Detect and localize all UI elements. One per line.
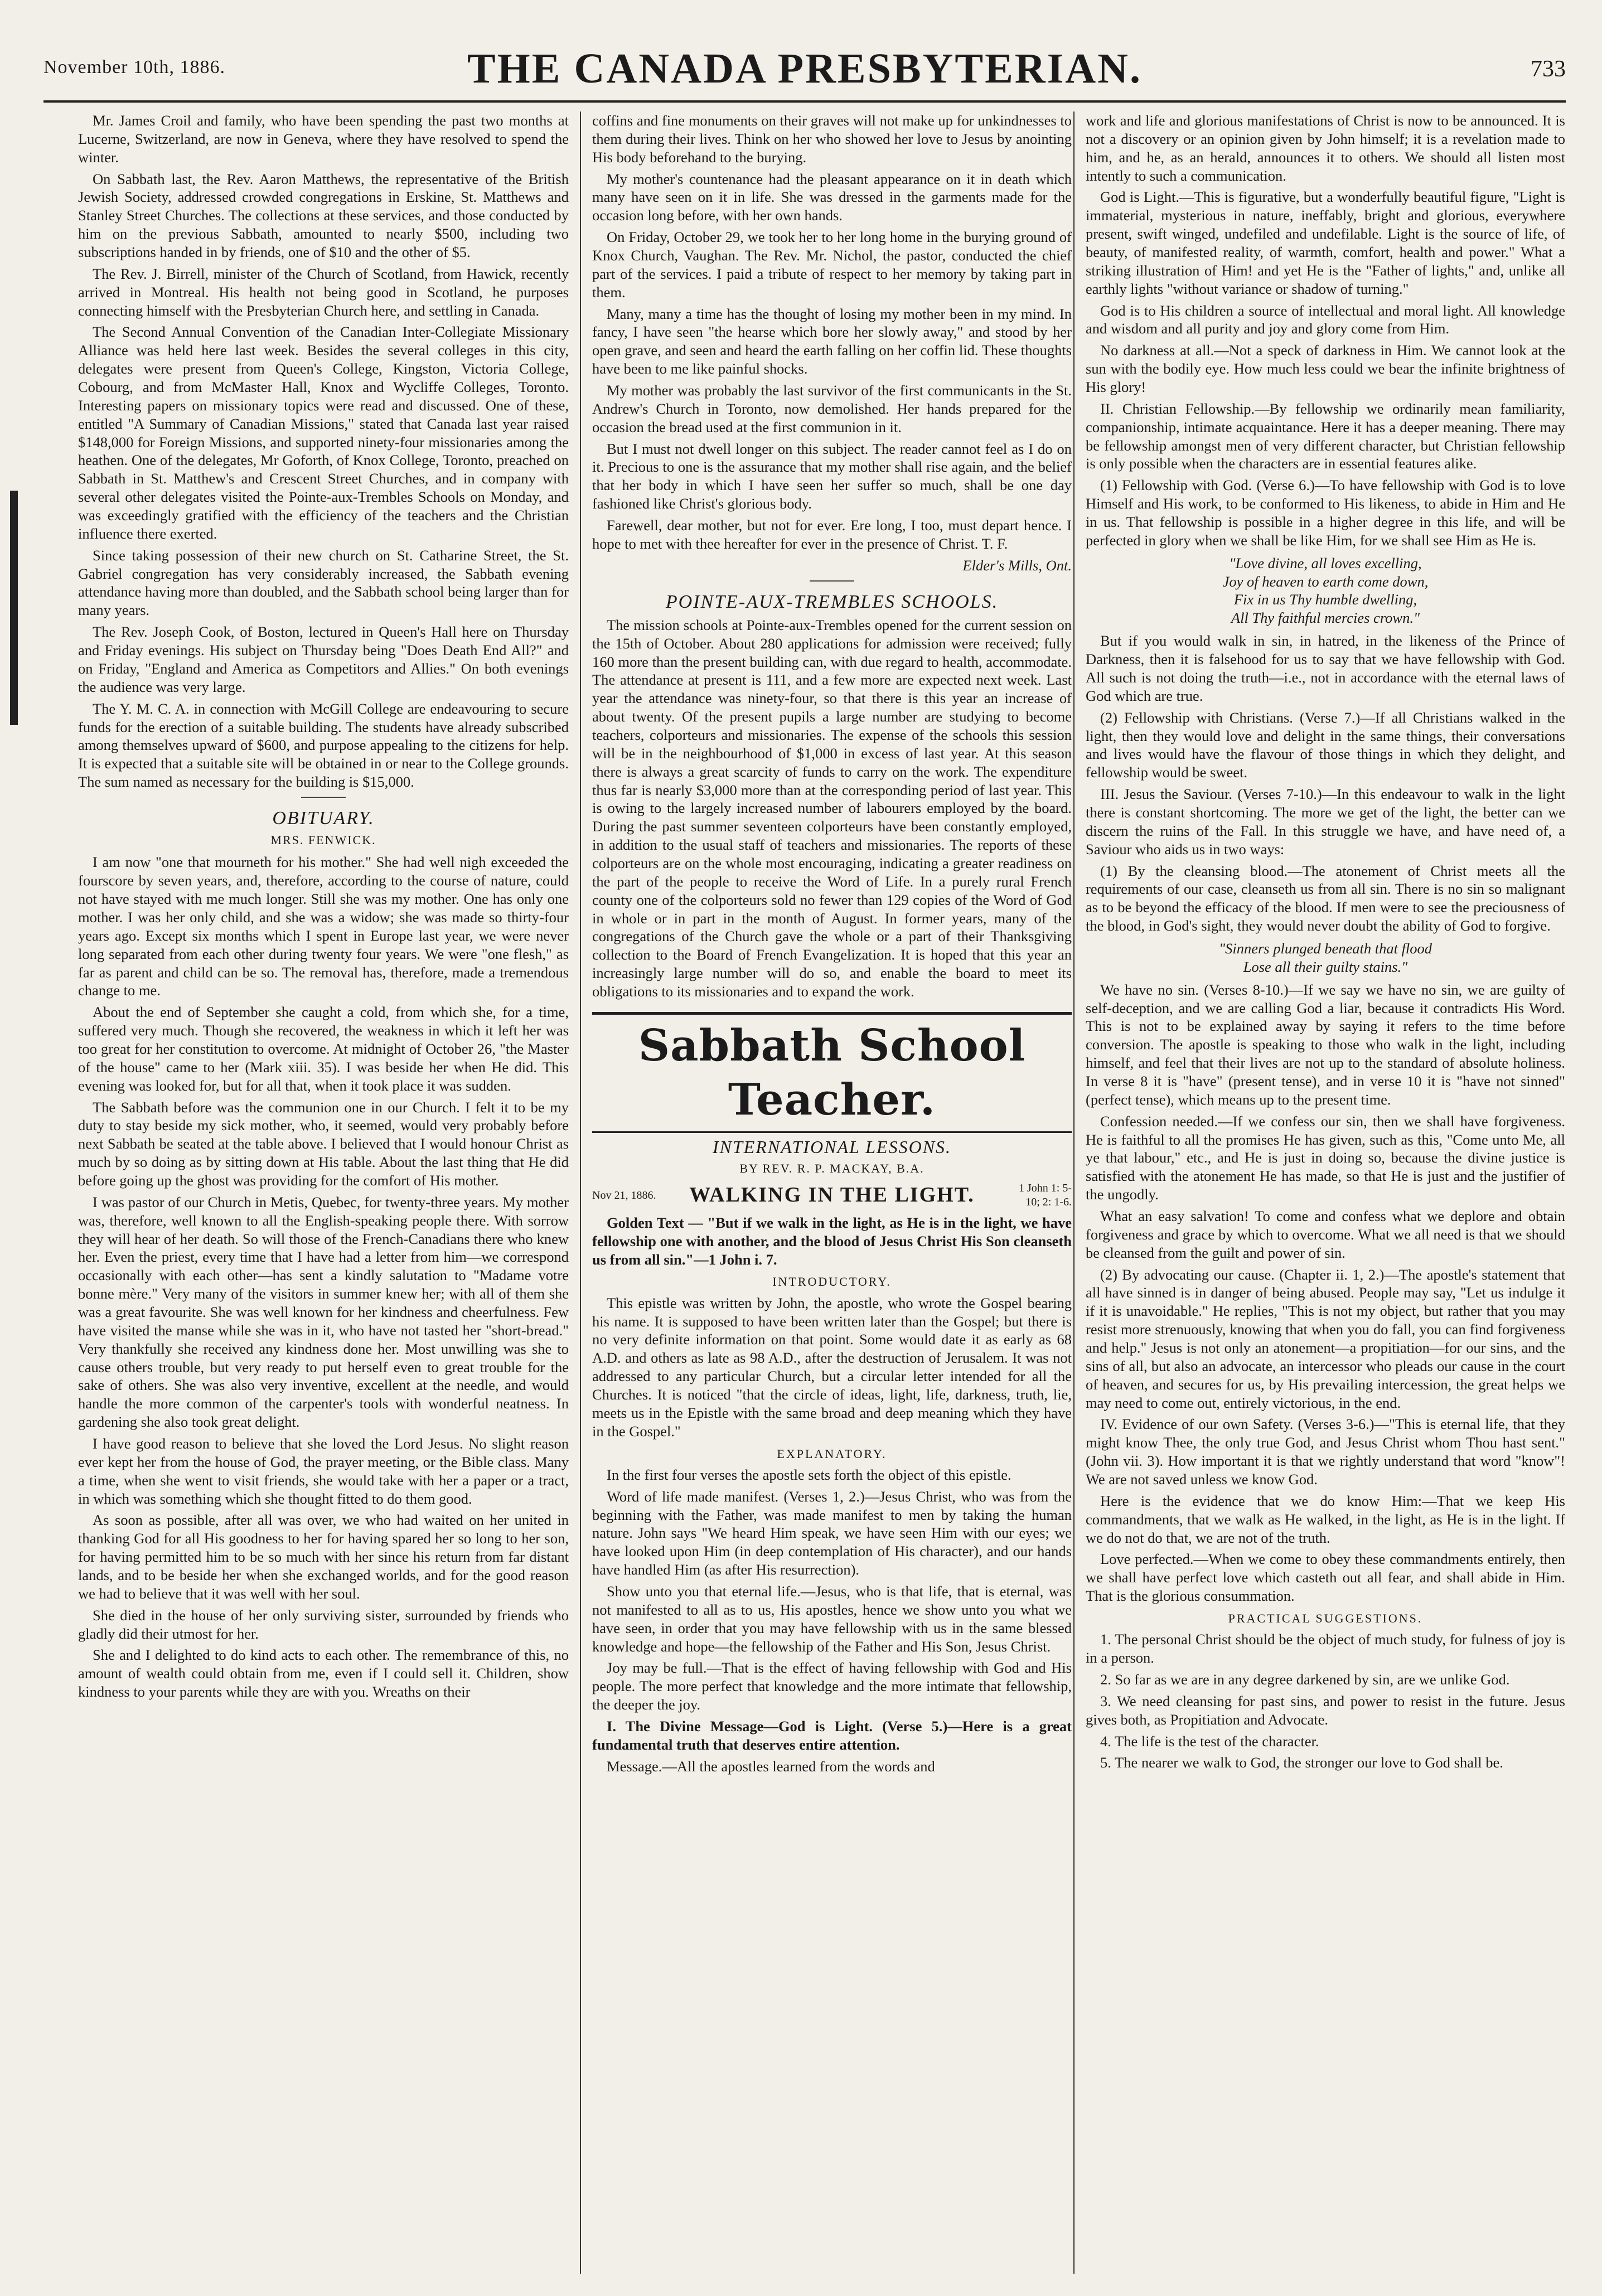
obituary-paragraph: Farewell, dear mother, but not for ever. Ere long, I too, must depart hence. I hope to met with thee hereafter for ever in the presence of Christ. T. F. bbox=[592, 517, 1072, 552]
lesson-reference: 1 John 1: 5-10; 2: 1-6. bbox=[1019, 1182, 1072, 1208]
suggestion-item: 1. The personal Christ should be the object of much study, for fulness of joy is in a person. bbox=[1086, 1631, 1565, 1667]
divider bbox=[301, 797, 346, 798]
explanatory-paragraph: Show unto you that eternal life.—Jesus, who is that life, that is eternal, was not manifested to all as to us, His apostles, hence we show unto you what we have seen, in order that you may have fellowship with us in the same blessed knowledge and hope—the fellowship of the Father and His Son, Jesus Christ. bbox=[592, 1582, 1072, 1655]
news-item: The Rev. Joseph Cook, of Boston, lectured in Queen's Hall here on Thursday and Friday evenings. His subject on Thursday being "Does Death End All?" and on Friday, "England and America as Competitors and Allies." On both evenings the audience was very large. bbox=[78, 623, 569, 695]
lesson-paragraph: Here is the evidence that we do know Him:—That we keep His commandments, that we walk as He walked, in the light, as He is in the light. If we do not do that, we are not of the truth. bbox=[1086, 1492, 1565, 1546]
explanatory-heading: EXPLANATORY. bbox=[777, 1446, 887, 1461]
schools-heading: POINTE-AUX-TREMBLES SCHOOLS. bbox=[665, 591, 999, 612]
obituary-paragraph: The Sabbath before was the communion one in our Church. I felt it to be my duty to stay beside my sick mother, who, it seemed, would very probably before next Sabbath be seated at the table above. I believed that I would honour Christ as much by so doing as by sitting down at His table. About the last thing that He did before going up the ghost was providing for the comfort of His mother. bbox=[78, 1098, 569, 1189]
obituary-paragraph: About the end of September she caught a cold, from which she, for a time, suffered very much. Though she recovered, the weakness in which it left her was too great for her constitution to overcome. At midnight of October 26, "the Master of the house" came to her (Mark xiii. 35). I was beside her when He did. This evening was looked for, but for all that, when it took place it was sudden. bbox=[78, 1004, 569, 1094]
suggestion-item: 5. The nearer we walk to God, the stronger our love to God shall be. bbox=[1100, 1754, 1503, 1771]
obituary-paragraph: I am now "one that mourneth for his mother." She had well nigh exceeded the fourscore by seven years, and, therefore, according to the course of nature, could not have stayed with me much longer. Still she was my mother. One has only one mother. I was her only child, and she was a widow; she was made so thirty-four years ago. Except six months which I spent in Europe last year, we were never long separated from each other during twenty four years. We were "one flesh," as far as parent and child can be so. The removal has, therefore, made a tremendous change to me. bbox=[78, 854, 569, 999]
lesson-paragraph: We have no sin. (Verses 8-10.)—If we say we have no sin, we are guilty of self-deception, and we are calling God a liar, because it contradicts His Word. This is not to be explained away by saying it refers to the time before conversion. The apostle is speaking to those who walk in the light, including himself, and feel that their lives are not up to the standard of absolute holiness. In verse 8 it is "have" (present tense), and in verse 10 it is "have not sinned" (perfect tense), which means up to the present time. bbox=[1086, 981, 1565, 1108]
lesson-paragraph: II. Christian Fellowship.—By fellowship we ordinarily mean familiarity, companionship, intimate acquaintance. Here it has a deeper meaning. There may be fellowship amongst men of very different character, but Christian fellowship is only possible when the characters are in essential features alike. bbox=[1086, 400, 1565, 472]
byline: BY REV. R. P. MACKAY, B.A. bbox=[739, 1161, 925, 1175]
newspaper-title: THE CANADA PRESBYTERIAN. bbox=[467, 45, 1143, 92]
masthead bbox=[43, 33, 1566, 103]
hymn-verse bbox=[1086, 554, 1565, 627]
column-1 bbox=[78, 112, 569, 2274]
obituary-paragraph: I was pastor of our Church in Metis, Quebec, for twenty-three years. My mother was, therefore, well known to all the English-speaking people there. With sorrow they will hear of her death. So will those of the French-Canadians there who knew her. Even the priest, every time that I have had a letter from him—we correspond occasionally with each other—has sent a kindly salutation to "Madame votre bonne mère." Very many of the visitors in summer knew her; with all of them she was a great favourite. She was well known for her kindness and cheerfulness. Few have visited the manse while she was in it, who have not tasted her "short-bread." Very thankfully she received any kindness done her. Most unwilling was she to cause others trouble, but very ready to put herself even to great trouble for the sake of others. She was also very inventive, excellent at the needle, and would handle the more common of the carpenter's tools with wonderful neatness. In gardening she also took great delight. bbox=[78, 1193, 569, 1431]
lesson-paragraph: (2) By advocating our cause. (Chapter ii. 1, 2.)—The apostle's statement that all have sinned is in danger of being abused. People may say, "Let us indulge it if it is unavoidable." He replies, "This is not my object, but rather that you may resist more strenuously, knowing that when you do fall, you can find forgiveness and help." Jesus is not only an atonement—a propitiation—for our sins, and the sins of all, but also an advocate, an intercessor who pleads our cause in the court of heaven, and secures for us, by His prevailing intercession, the great helps we may need to come out, entirely victorious, in the end. bbox=[1086, 1266, 1565, 1411]
margin-mark bbox=[10, 491, 18, 725]
obituary-paragraph: My mother's countenance had the pleasant appearance on it in death which many have seen on it in life. She was dressed in the garments made for the occasion long before, with her own hands. bbox=[592, 170, 1072, 224]
news-item: The Rev. J. Birrell, minister of the Church of Scotland, from Hawick, recently arrived in Montreal. His health not being good in Scotland, he purposes connecting himself with the Presbyterian Church here, and settling in Canada. bbox=[78, 265, 569, 319]
lesson-paragraph: God is Light.—This is figurative, but a wonderfully beautiful figure, "Light is immaterial, mysterious in nature, ineffably, bright and glorious, everywhere present, swift winged, undefiled and undefilable. Light is the source of life, of beauty, of manifested reality, of warmth, comfort, health and power." What a striking illustration of Him! and yet He is the "Father of lights," and, unlike all earthly lights "without variance or shadow of turning." bbox=[1086, 188, 1565, 297]
hymn-line: "Love divine, all loves excelling, bbox=[1229, 554, 1422, 571]
obituary-paragraph: She and I delighted to do kind acts to each other. The remembrance of this, no amount of wealth could obtain from me, even if I could sell it. Children, show kindness to your parents while they are with you. Wreaths on their bbox=[78, 1646, 569, 1701]
lesson-paragraph: III. Jesus the Saviour. (Verses 7-10.)—In this endeavour to walk in the light there is constant shortcoming. The more we get of the light, the better can we discern the ruins of the Fall. In this struggle we have, and have need of, a Saviour who aids us in two ways: bbox=[1086, 786, 1565, 858]
news-item: Since taking possession of their new church on St. Catharine Street, the St. Gabriel congregation has very considerably increased, the Sabbath evening attendance having more than doubled, and the Sabbath school being larger than for many years. bbox=[78, 546, 569, 619]
news-item: On Sabbath last, the Rev. Aaron Matthews, the representative of the British Jewish Society, addressed crowded congregations in Erskine, St. Matthews and Stanley Street Churches. The collections at these services, and those conducted by him on the previous Sabbath, amounted to nearly $500, including two subscriptions handed in by friends, one of $10 and the other of $5. bbox=[78, 170, 569, 261]
suggestion-item: 2. So far as we are in any degree darkened by sin, are we unlike God. bbox=[1100, 1671, 1510, 1688]
lesson-date: Nov 21, 1886. bbox=[592, 1189, 656, 1202]
obituary-paragraph: My mother was probably the last survivor of the first communicants in the St. Andrew's Church in Toronto, now demolished. Her hands prepared for the occasion the bread used at the first communion in it. bbox=[592, 382, 1072, 435]
obituary-paragraph: I have good reason to believe that she loved the Lord Jesus. No slight reason ever kept her from the house of God, the prayer meeting, or the Bible class. Many a time, when she went to visit friends, she would take with her a paper or a tract, in which was something which she thought fitted to do them good. bbox=[78, 1435, 569, 1507]
explanatory-paragraph: I. The Divine Message—God is Light. (Verse 5.)—Here is a great fundamental truth that deserves entire attention. bbox=[592, 1717, 1072, 1753]
issue-date: November 10th, 1886. bbox=[43, 57, 225, 77]
obituary-paragraph: But I must not dwell longer on this subject. The reader cannot feel as I do on it. Precious to one is the assurance that my mother shall rise again, and the belief that her body in which I have seen her suffer so much, shall be one day fashioned like Christ's glorious body. bbox=[592, 440, 1072, 512]
hymn-line: Lose all their guilty stains." bbox=[1243, 958, 1408, 975]
international-lessons-heading: INTERNATIONAL LESSONS. bbox=[712, 1137, 952, 1157]
lesson-paragraph: Love perfected.—When we come to obey these commandments entirely, then we shall have perfect love which casteth out all fear, and shall abide in Him. That is the glorious consummation. bbox=[1086, 1551, 1565, 1605]
column-3 bbox=[1073, 112, 1565, 2274]
page-number: 733 bbox=[1531, 56, 1566, 82]
explanatory-paragraph: Message.—All the apostles learned from the words and bbox=[607, 1757, 935, 1775]
hymn-line: Joy of heaven to earth come down, bbox=[1222, 573, 1429, 590]
divider bbox=[810, 580, 854, 582]
lesson-paragraph: work and life and glorious manifestations of Christ is now to be announced. It is not a discovery or an opinion given by John himself; it is a revelation made to him, and he, as an herald, announces it to others. We should all listen most intently to such a communication. bbox=[1086, 112, 1565, 184]
lesson-paragraph: What an easy salvation! To come and confess what we deplore and obtain forgiveness and grace by which to overcome. What we all need is that we should be cleansed from the guilt and power of sin. bbox=[1086, 1207, 1565, 1261]
explanatory-paragraph: Joy may be full.—That is the effect of having fellowship with God and His people. The more perfect that knowledge and the more intimate that fellowship, the deeper the joy. bbox=[592, 1659, 1072, 1713]
suggestion-item: 3. We need cleansing for past sins, and power to resist in the future. Jesus gives both, as Propitiation and Advocate. bbox=[1086, 1692, 1565, 1728]
obituary-paragraph: As soon as possible, after all was over, we who had waited on her united in thanking God for all His goodness to her for having spared her so long to her son, for having permitted him to be so much with her since his return from far distant lands, and to be beside her when she exchanged worlds, and for the good reason we had to believe that it was well with her soul. bbox=[78, 1512, 569, 1602]
lesson-paragraph: IV. Evidence of our own Safety. (Verses 3-6.)—"This is eternal life, that they might know Thee, the only true God, and Jesus Christ whom Thou hast sent." (John vii. 3). How important it is that we rightly understand that word "know"! We are not saved unless we know God. bbox=[1086, 1416, 1565, 1488]
explanatory-paragraph: Word of life made manifest. (Verses 1, 2.)—Jesus Christ, who was from the beginning with the Father, was made manifest to men by taking the human nature. John says "We heard Him speak, we have seen Him with our eyes; we have looked upon Him (in deep contemplation of His character), and our hands have handled Him (as after His resurrection). bbox=[592, 1488, 1072, 1578]
obituary-heading: OBITUARY. bbox=[272, 807, 375, 829]
lesson-paragraph: (1) Fellowship with God. (Verse 6.)—To have fellowship with God is to love Himself and His work, to be conformed to His likeness, to abide in Him and He in us. That fellowship is possible in a higher degree in this life, and will be perfected in glory when we shall be like Him, for we shall see Him as He is. bbox=[1086, 477, 1565, 549]
hymn-line: "Sinners plunged beneath that flood bbox=[1218, 939, 1432, 957]
signature-place: Elder's Mills, Ont. bbox=[962, 556, 1072, 574]
lesson-paragraph: No darkness at all.—Not a speck of darkness in Him. We cannot look at the sun with the bodily eye. How much less could we bear the infinite brightness of His glory! bbox=[1086, 342, 1565, 396]
sabbath-school-teacher-heading: Sabbath School Teacher. bbox=[592, 1012, 1072, 1133]
lesson-paragraph: (2) Fellowship with Christians. (Verse 7.)—If all Christians walked in the light, then they would love and delight in the same things, their conversations and lives would have the flavour of those things in which they delight, and fellowship would be sweet. bbox=[1086, 709, 1565, 781]
suggestion-item: 4. The life is the test of the character. bbox=[1100, 1732, 1319, 1750]
obituary-paragraph: coffins and fine monuments on their graves will not make up for unkindnesses to them during their lives. Think on her who showed her love to Jesus by anointing His body beforehand to the burying. bbox=[592, 112, 1072, 166]
lesson-paragraph: God is to His children a source of intellectual and moral light. All knowledge and wisdom and all purity and joy and glory come from Him. bbox=[1086, 302, 1565, 337]
schools-paragraph: The mission schools at Pointe-aux-Trembles opened for the current session on the 15th of October. About 280 applications for admission were received; fully 160 more than the present building can, with due regard to health, accommodate. The attendance at present is 111, and a few more are expected next week. Last year the attendance was ninety-four, so that there is this year an increase of about twenty. Of the present pupils a large number are studying to become teachers, colporteurs and missionaries. The expense of the schools this session will be in the neighbourhood of $1,000 in excess of last year. At this season there is always a great scarcity of funds to carry on the work. The expenditure thus far is nearly $3,000 more than at the corresponding period of last year. This is owing to the largely increased number of labourers employed by the board. During the past summer seventeen colporteurs have been constantly employed, in addition to the usual staff of teachers and missionaries. The reports of these colporteurs are on the whole most encouraging, indicating a greater readiness on the part of the people to receive the Word of Life. In a purely rural French county one of the colporteurs sold no fewer than 129 copies of the Word of God in whole or in part in the month of August. In former years, many of the congregations of the Church gave the whole or a part of their Thanksgiving collection to the Board of French Evangelization. It is hoped that this year an increasingly large number will do so, and enable the board to meet its obligations to its missionaries and to expand the work. bbox=[592, 616, 1072, 1000]
practical-suggestions-heading: PRACTICAL SUGGESTIONS. bbox=[1228, 1611, 1423, 1626]
obituary-paragraph: Many, many a time has the thought of losing my mother been in my mind. In fancy, I have seen "the hearse which bore her slowly away," and stood by her open grave, and seen and heard the earth falling on her coffin lid. These thoughts have been to me like painful shocks. bbox=[592, 305, 1072, 377]
hymn-line: Fix in us Thy humble dwelling, bbox=[1233, 591, 1417, 608]
news-item: Mr. James Croil and family, who have been spending the past two months at Lucerne, Switzerland, are now in Geneva, where they have resolved to spend the winter. bbox=[78, 112, 569, 166]
news-item: The Y. M. C. A. in connection with McGill College are endeavouring to secure funds for the erection of a suitable building. The students have already subscribed among themselves upward of $600, and purpose appealing to the citizens for help. It is expected that a suitable site will be obtained in or near to the College grounds. The sum named as necessary for the building is $15,000. bbox=[78, 700, 569, 791]
introductory-paragraph: This epistle was written by John, the apostle, who wrote the Gospel bearing his name. It is supposed to have been written later than the Gospel; but there is no very definite information on that point. Some would date it as early as 68 A.D. and others as late as 98 A.D., after the destruction of Jerusalem. It was not addressed to any particular Church, but a circular letter intended for all the Churches. It is noticed "that the circle of ideas, light, life, darkness, truth, lie, meets us in the Epistle with the same broad and deep meaning which they have in the Gospel." bbox=[592, 1294, 1072, 1440]
news-item: The Second Annual Convention of the Canadian Inter-Collegiate Missionary Alliance was held here last week. Besides the several colleges in this city, delegates were present from Queen's College, Kingston, Victoria College, Cobourg, and from McMaster Hall, Knox and Wycliffe Colleges, Toronto. Interesting papers on missionary topics were read and discussed. One of these, entitled "A Summary of Canadian Missions," stated that Canada last year raised $148,000 for Foreign Missions, and supported ninety-four missionaries among the heathen. One of the delegates, Mr Goforth, of Knox College, Toronto, preached on Sabbath in St. Matthew's and Crescent Street Churches, and in company with several other delegates visited the Pointe-aux-Trembles Schools on Monday, and was exceedingly gratified with the efficiency of the teachers and the Christian influence there exerted. bbox=[78, 323, 569, 542]
golden-text: Golden Text — "But if we walk in the light, as He is in the light, we have fellowship one with another, and the blood of Jesus Christ His Son cleanseth us from all sin."—1 John i. 7. bbox=[592, 1214, 1072, 1268]
obituary-paragraph: She died in the house of her only surviving sister, surrounded by friends who gladly did their utmost for her. bbox=[78, 1606, 569, 1642]
obituary-name: MRS. FENWICK. bbox=[270, 833, 376, 847]
lesson-paragraph: (1) By the cleansing blood.—The atonement of Christ meets all the requirements of our case, cleanseth us from all sin. There is no sin so malignant as to be beyond the efficacy of the blood. If men were to see the preciousness of the blood, in God's sight, they would never doubt the ability of God to forgive. bbox=[1086, 862, 1565, 934]
column-2 bbox=[580, 112, 1072, 2274]
hymn-couplet bbox=[1086, 939, 1565, 976]
introductory-heading: INTRODUCTORY. bbox=[772, 1275, 892, 1289]
lesson-paragraph: But if you would walk in sin, in hatred, in the likeness of the Prince of Darkness, then it is falsehood for us to say that we have fellowship with God. All such is not doing the truth—i.e., not in accordance with the eternal laws of God which are true. bbox=[1086, 632, 1565, 704]
obituary-paragraph: On Friday, October 29, we took her to her long home in the burying ground of Knox Church, Vaughan. The Rev. Mr. Nichol, the pastor, conducted the chief part of the services. I paid a tribute of respect to her memory by taking part in them. bbox=[592, 229, 1072, 301]
lesson-title: WALKING IN THE LIGHT. bbox=[689, 1183, 975, 1207]
lesson-title-row bbox=[592, 1181, 1072, 1209]
lesson-paragraph: Confession needed.—If we confess our sin, then we shall have forgiveness. He is faithful to all the promises He has given, such as this, "Come unto Me, all ye that labour," etc., and He is just in doing so, because the divine justice is satisfied with the atonement He has made, so that He is just and the justifier of the ungodly. bbox=[1086, 1112, 1565, 1203]
explanatory-paragraph: In the first four verses the apostle sets forth the object of this epistle. bbox=[607, 1466, 1011, 1483]
hymn-line: All Thy faithful mercies crown." bbox=[1231, 609, 1420, 627]
